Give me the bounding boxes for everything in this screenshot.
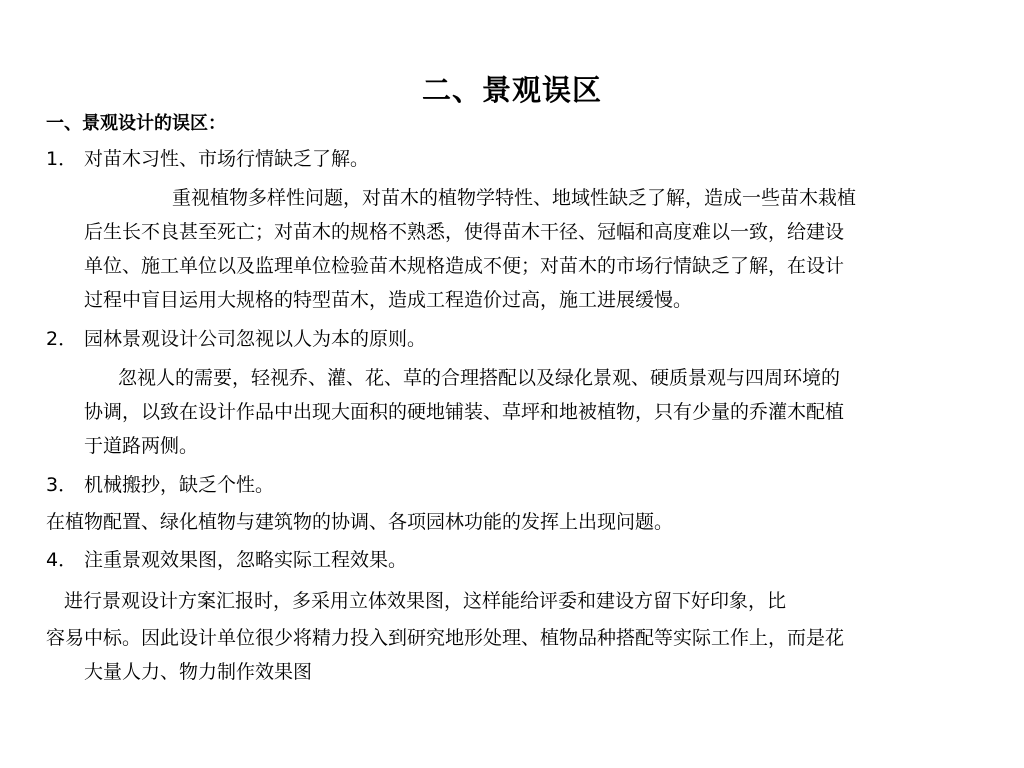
item-3-number: 3． [46,474,78,496]
item-4-heading: 注重景观效果图，忽略实际工程效果。 [84,549,408,571]
item-2-number: 2． [46,328,78,350]
item-2-heading-row [46,325,426,353]
page-title: 二、景观误区 [421,73,602,107]
item-1-heading: 对苗木习性、市场行情缺乏了解。 [84,148,370,170]
item-1-body-line-3: 单位、施工单位以及监理单位检验苗木规格造成不便；对苗木的市场行情缺乏了解，在设计 [84,255,845,277]
item-4-body-line-3: 大量人力、物力制作效果图 [84,661,313,683]
item-4-body-line-1: 进行景观设计方案汇报时，多采用立体效果图，这样能给评委和建设方留下好印象，比 [64,590,787,612]
item-2-body-line-3: 于道路两侧。 [84,435,199,457]
item-1-heading-row [46,145,369,173]
item-3-body-line-1: 在植物配置、绿化植物与建筑物的协调、各项园林功能的发挥上出现问题。 [46,511,674,533]
item-4-body-line-2: 容易中标。因此设计单位很少将精力投入到研究地形处理、植物品种搭配等实际工作上，而是花 [46,627,845,649]
item-3-heading-row [46,471,274,499]
section-heading: 一、景观设计的误区： [46,113,226,134]
item-1-body-line-1: 重视植物多样性问题，对苗木的植物学特性、地域性缺乏了解，造成一些苗木栽植 [172,187,857,209]
item-4-number: 4． [46,549,78,571]
item-1-body-line-2: 后生长不良甚至死亡；对苗木的规格不熟悉，使得苗木干径、冠幅和高度难以一致，给建设 [84,221,845,243]
item-2-body-line-2: 协调，以致在设计作品中出现大面积的硬地铺装、草坪和地被植物，只有少量的乔灌木配植 [84,401,845,423]
item-3-heading: 机械搬抄，缺乏个性。 [84,474,275,496]
item-4-heading-row [46,546,407,574]
item-2-body-line-1: 忽视人的需要，轻视乔、灌、花、草的合理搭配以及绿化景观、硬质景观与四周环境的 [118,367,841,389]
item-1-body-line-4: 过程中盲目运用大规格的特型苗木，造成工程造价过高，施工进展缓慢。 [84,289,693,311]
item-2-heading: 园林景观设计公司忽视以人为本的原则。 [84,328,427,350]
item-1-number: 1． [46,148,78,170]
